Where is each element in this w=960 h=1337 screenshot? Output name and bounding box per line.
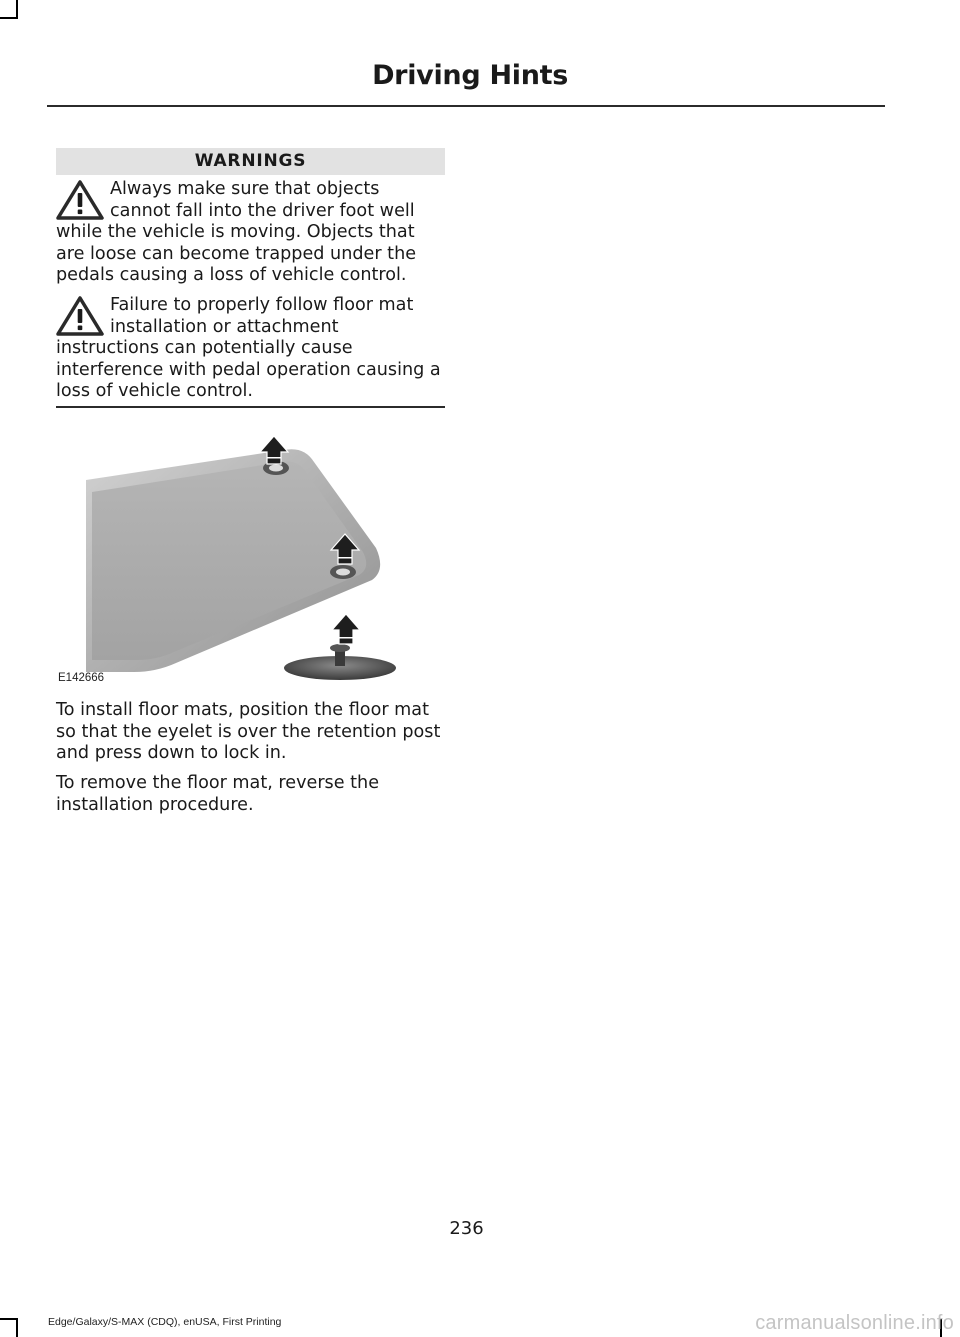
crop-mark	[0, 1318, 18, 1320]
warning-triangle-icon	[56, 179, 104, 221]
warning-item	[56, 295, 445, 403]
watermark: carmanualsonline.info	[755, 1312, 954, 1334]
crop-mark	[16, 1318, 18, 1337]
warning-triangle-icon	[56, 295, 104, 337]
footer-text: Edge/Galaxy/S-MAX (CDQ), enUSA, First Printing	[48, 1316, 282, 1328]
section-title: Driving Hints	[372, 60, 568, 91]
body-paragraph: To remove the floor mat, reverse the installation procedure.	[56, 773, 380, 815]
header-rule	[47, 105, 885, 107]
warnings-end-rule	[56, 406, 445, 408]
warning-text: Failure to properly follow floor mat installation or attachment instructions can potentially cause interference with pedal operation causing a loss of vehicle control.	[56, 295, 441, 401]
warnings-heading: WARNINGS	[56, 148, 445, 175]
floor-mat-illustration	[56, 428, 445, 690]
figure-label: E142666	[58, 672, 105, 684]
up-arrow-icon	[332, 614, 360, 644]
warning-text: Always make sure that objects cannot fall into the driver foot well while the vehicle is moving. Objects that are loose can become trapped under the pedals causing a loss of vehicle control.	[56, 179, 417, 285]
crop-mark	[0, 17, 18, 19]
body-paragraph: To install floor mats, position the floor mat so that the eyelet is over the retention post and press down to lock in.	[56, 700, 441, 763]
page-number: 236	[449, 1218, 484, 1239]
warning-item	[56, 179, 445, 287]
